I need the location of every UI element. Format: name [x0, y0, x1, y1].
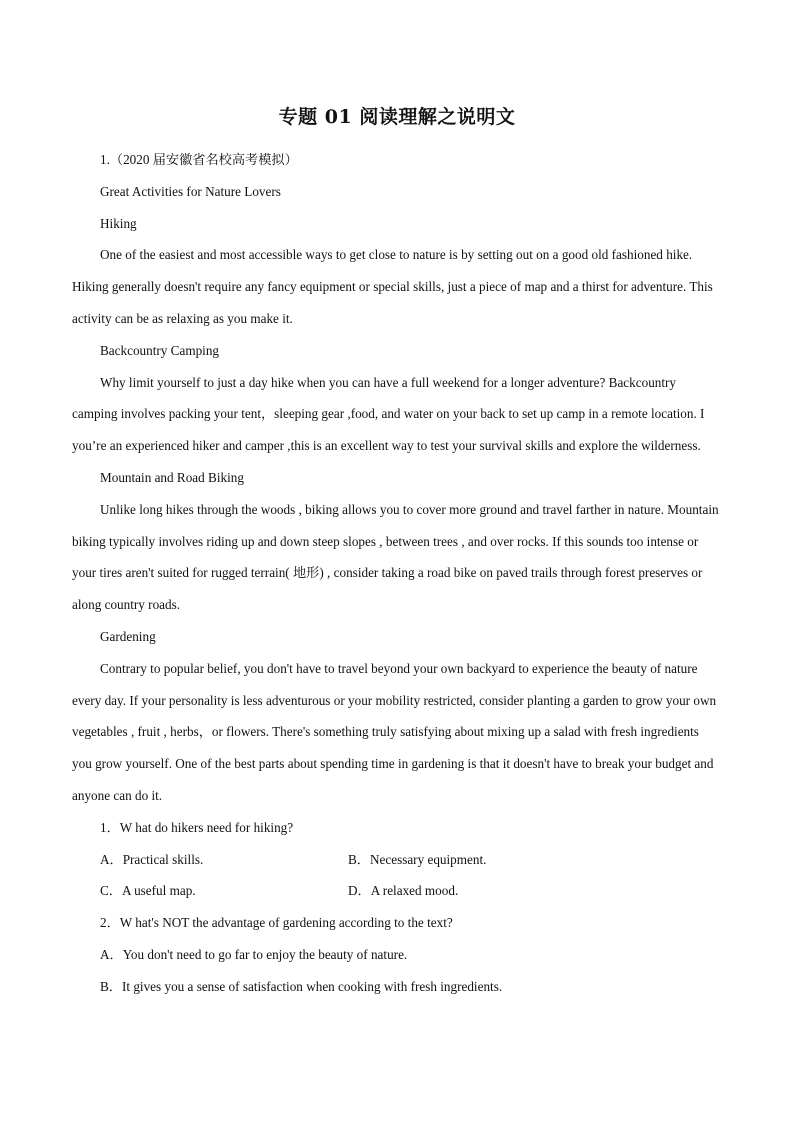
question-2-stem: 2．W hat's NOT the advantage of gardening according to the text?: [100, 915, 453, 931]
question-1-options-row-2: [72, 875, 720, 907]
question-1-option-c: C．A useful map.: [100, 883, 196, 899]
section-text-hiking: One of the easiest and most accessible ways to get close to nature is by setting out on a good old fashioned hike. Hiking generally doesn't require any fancy equipment or special skills, just a piece of map and a thirst for adventure. This activity can be as relaxing as you make it.: [72, 247, 713, 326]
question-1-options-row-1: [72, 844, 720, 876]
section-heading-gardening: Gardening: [100, 628, 156, 644]
section-text-gardening: Contrary to popular belief, you don't have to travel beyond your own backyard to experience the beauty of nature every day. If your personality is less adventurous or your mobility restricted, consider planting a garden to grow your own vegetables , fruit , herbs，or flowers. There's something truly satisfying about mixing up a salad with fresh ingredients you grow yourself. One of the best parts about spending time in gardening is that it doesn't have to break your budget and anyone can do it.: [72, 660, 717, 803]
question-2-option-b: B．It gives you a sense of satisfaction when cooking with fresh ingredients.: [100, 978, 503, 994]
section-heading-camping: Backcountry Camping: [100, 342, 220, 358]
section-text-camping: Why limit yourself to just a day hike when you can have a full weekend for a longer adventure? Backcountry camping involves packing your tent，sleeping gear ,food, and water on your back to set up camp in a remote location. I you’re an experienced hiker and camper ,this is an excellent way to test your survival skills and explore the wilderness.: [72, 374, 705, 454]
section-text-biking: Unlike long hikes through the woods , biking allows you to cover more ground and travel farther in nature. Mountain biking typically involves riding up and down steep slopes , between trees , and over rocks. If this sounds too intense or your tires aren't suited for rugged terrain( 地形) , consider taking a road bike on paved trails through forest preserves or along country roads.: [72, 501, 719, 613]
question-1-option-d: D．A relaxed mood.: [348, 883, 459, 899]
question-source: 1.（2020 届安徽省名校高考模拟）: [100, 152, 298, 167]
question-2-option-a: A．You don't need to go far to enjoy the beauty of nature.: [100, 946, 408, 962]
section-heading-hiking: Hiking: [100, 215, 137, 231]
page-title: 专题 01 阅读理解之说明文: [278, 106, 516, 128]
section-heading-biking: Mountain and Road Biking: [100, 469, 244, 485]
question-1-stem: 1．W hat do hikers need for hiking?: [100, 819, 294, 835]
question-1-option-a: A．Practical skills.: [100, 851, 204, 867]
document-body: [72, 144, 720, 1003]
passage-title: Great Activities for Nature Lovers: [100, 183, 281, 199]
question-1-option-b: B．Necessary equipment.: [348, 851, 487, 867]
